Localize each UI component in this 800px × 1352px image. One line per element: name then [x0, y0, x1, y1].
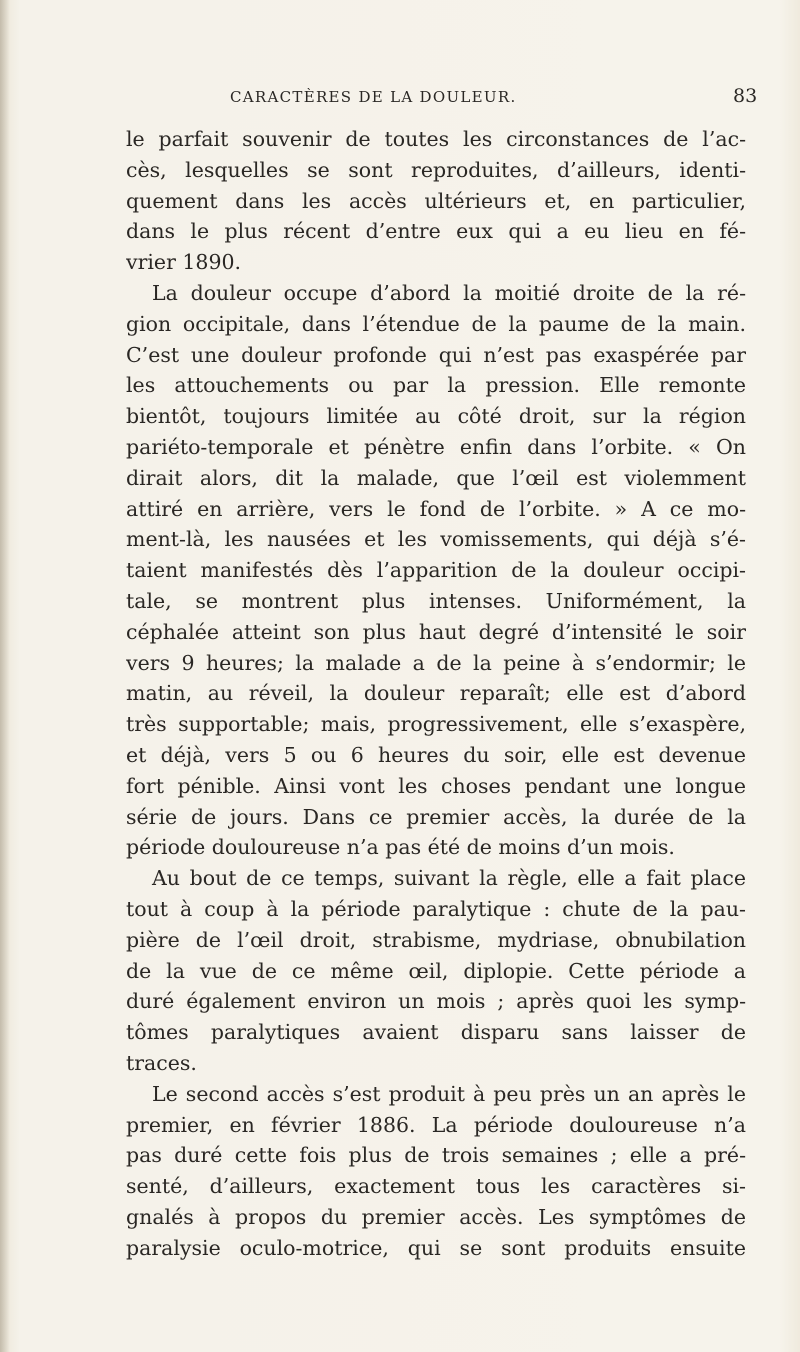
- text-line: pas duré cette fois plus de trois semaines ; elle a pré-: [126, 1143, 746, 1168]
- text-line: vers 9 heures; la malade a de la peine à s’endormir; le: [126, 650, 746, 675]
- text-line: tale, se montrent plus intenses. Uniformément, la: [126, 588, 746, 613]
- text-line: taient manifestés dès l’apparition de la douleur occipi-: [126, 558, 746, 583]
- text-line: bientôt, toujours limitée au côté droit, sur la région: [126, 404, 746, 429]
- text-line: premier, en février 1886. La période douloureuse n’a: [126, 1112, 746, 1137]
- text-line: attiré en arrière, vers le fond de l’orbite. » A ce mo-: [126, 496, 746, 521]
- text-line: très supportable; mais, progressivement, elle s’exaspère,: [126, 712, 746, 737]
- text-line: C’est une douleur profonde qui n’est pas exaspérée par: [126, 342, 746, 367]
- text-line: quement dans les accès ultérieurs et, en particulier,: [126, 188, 746, 213]
- text-line: pariéto-temporale et pénètre enfin dans l’orbite. « On: [126, 434, 746, 459]
- text-line: senté, d’ailleurs, exactement tous les caractères si-: [126, 1174, 746, 1199]
- text-line: duré également environ un mois ; après quoi les symp-: [126, 989, 746, 1014]
- text-line: La douleur occupe d’abord la moitié droite de la ré-: [152, 280, 746, 305]
- text-line: période douloureuse n’a pas été de moins d’un mois.: [126, 835, 675, 860]
- text-line: gnalés à propos du premier accès. Les symptômes de: [126, 1204, 746, 1229]
- binding-shadow: [0, 0, 10, 1352]
- text-line: tout à coup à la période paralytique : chute de la pau-: [126, 896, 746, 921]
- text-line: gion occipitale, dans l’étendue de la paume de la main.: [126, 311, 746, 336]
- text-line: fort pénible. Ainsi vont les choses pendant une longue: [126, 773, 746, 798]
- text-line: Le second accès s’est produit à peu près un an après le: [152, 1081, 746, 1106]
- text-line: paralysie oculo-motrice, qui se sont produits ensuite: [126, 1235, 746, 1260]
- text-line: série de jours. Dans ce premier accès, la durée de la: [126, 804, 746, 829]
- running-title: CARACTÈRES DE LA DOULEUR.: [230, 88, 517, 106]
- text-line: les attouchements ou par la pression. Elle remonte: [126, 373, 746, 398]
- page-number: 83: [733, 85, 758, 107]
- text-line: dirait alors, dit la malade, que l’œil est violemment: [126, 465, 746, 490]
- text-line: de la vue de ce même œil, diplopie. Cette période a: [126, 958, 746, 983]
- text-line: Au bout de ce temps, suivant la règle, elle a fait place: [152, 866, 746, 891]
- text-line: céphalée atteint son plus haut degré d’intensité le soir: [126, 619, 746, 644]
- page-header: [0, 85, 800, 112]
- text-line: tômes paralytiques avaient disparu sans laisser de: [126, 1020, 746, 1045]
- body-text: [126, 124, 746, 1263]
- text-line: vrier 1890.: [126, 250, 242, 275]
- text-line: pière de l’œil droit, strabisme, mydriase, obnubilation: [126, 927, 746, 952]
- text-line: cès, lesquelles se sont reproduites, d’ailleurs, identi-: [126, 157, 746, 182]
- text-line: matin, au réveil, la douleur reparaît; elle est d’abord: [126, 681, 746, 706]
- text-line: traces.: [126, 1050, 197, 1075]
- text-line: dans le plus récent d’entre eux qui a eu lieu en fé-: [126, 219, 746, 244]
- text-line: et déjà, vers 5 ou 6 heures du soir, elle est devenue: [126, 742, 746, 767]
- text-line: ment-là, les nausées et les vomissements, qui déjà s’é-: [126, 527, 746, 552]
- text-line: le parfait souvenir de toutes les circonstances de l’ac-: [126, 127, 746, 151]
